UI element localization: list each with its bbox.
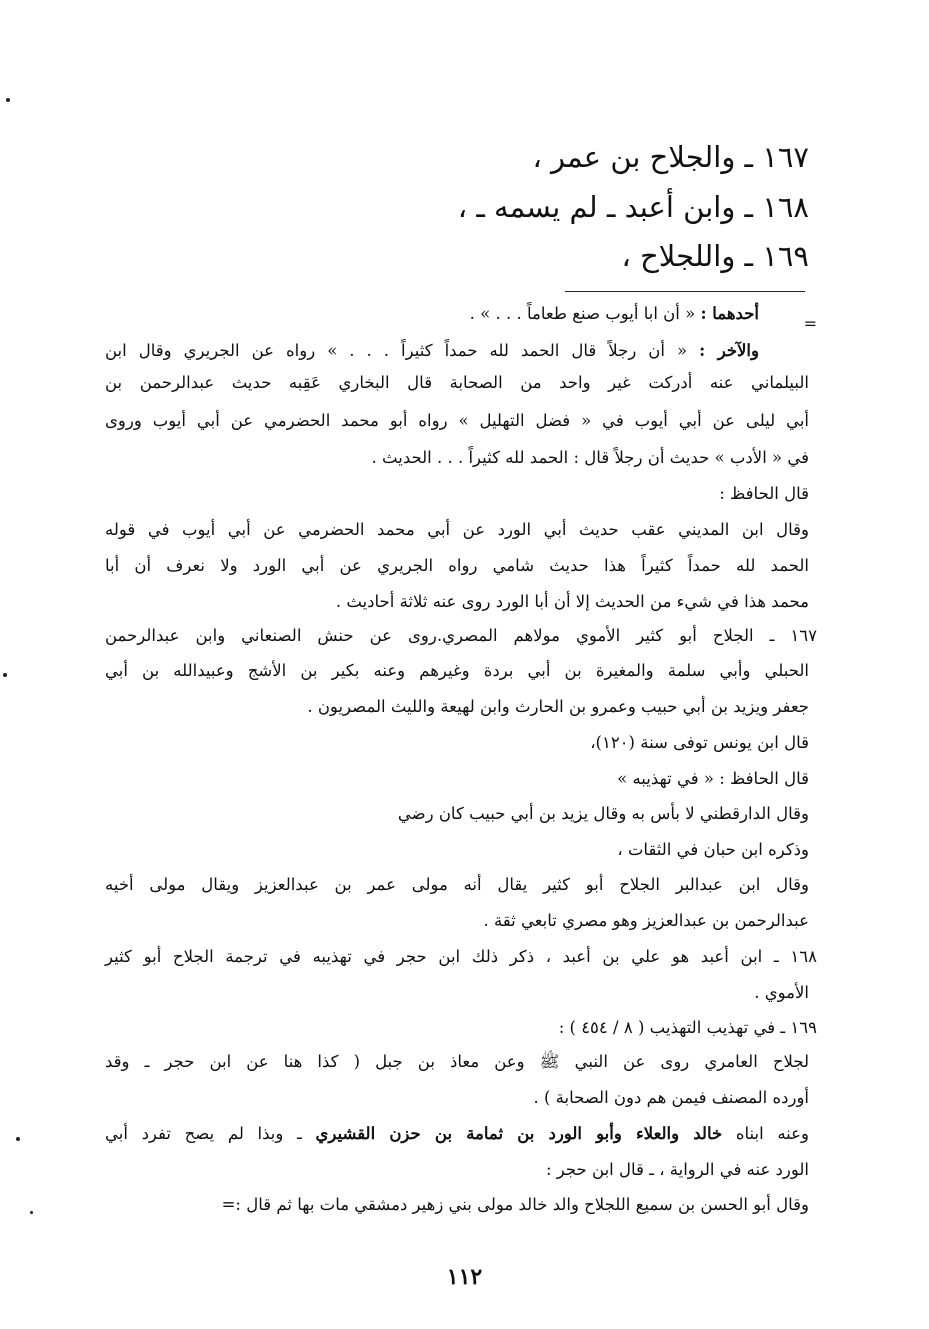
note-169-line: لجلاح العامري روى عن النبي ﷺ وعن معاذ بن جبل ( كذا هنا عن ابن حجر ـ وقد [105, 1052, 809, 1071]
scan-speck [16, 1137, 20, 1141]
footnote-divider [565, 291, 805, 292]
footnote-first [470, 306, 759, 323]
scan-speck [3, 673, 7, 677]
first-text: « أن ابا أيوب صنع طعاماً . . . » . [469, 304, 701, 323]
footnote-line: أبي ليلى عن أبي أيوب في « فضل التهليل » رواه أبو محمد الحضرمي عن أبي أيوب وروى [105, 411, 809, 430]
note-169-post: ـ وبذا لم يصح تفرد أبي [105, 1124, 316, 1143]
scan-speck [6, 98, 10, 102]
heading-169: ١٦٩ ـ واللجلاح ، [621, 239, 809, 273]
second-text: « أن رجلاً قال الحمد لله حمداً كثيراً . . . » رواه عن الجريري وقال ابن [105, 341, 700, 360]
note-169-line [105, 1126, 809, 1143]
heading-167: ١٦٧ ـ والجلاح بن عمر ، [532, 140, 809, 174]
scan-speck [30, 1211, 33, 1214]
footnote-line: الحمد لله حمداً كثيراً هذا حديث شامي رواه الجريري عن أبي الورد ولا نعرف أن أبا [105, 556, 809, 575]
note-168-line: ١٦٨ ـ ابن أعبد هو علي بن أعبد ، ذكر ذلك ابن حجر في تهذيبه في ترجمة الجلاح أبو كثير [105, 947, 817, 966]
note-167-line: جعفر ويزيد بن أبي حبيب وعمرو بن الحارث وابن لهيعة والليث المصريون . [307, 697, 809, 716]
note-167-line: عبدالرحمن بن عبدالعزيز وهو مصري تابعي ثقة . [483, 911, 809, 930]
footnote-line: محمد هذا في شيء من الحديث إلا أن أبا الورد روى عنه ثلاثة أحاديث . [335, 592, 809, 611]
note-167-line: وقال ابن عبدالبر الجلاح أبو كثير يقال أنه مولى عمر بن عبدالعزيز ويقال مولى أخيه [105, 875, 809, 894]
note-167-line: الحبلي وأبي سلمة والمغيرة بن أبي بردة وغيرهم وعنه بكير بن الأشج وعبيدالله بن أبي [105, 661, 809, 680]
hafiz-label: قال الحافظ : [719, 484, 809, 503]
note-169-pre: وعنه ابناه [722, 1124, 809, 1143]
footnote-line: البيلماني عنه أدركت غير واحد من الصحابة قال البخاري عَقِبه حديث عبدالرحمن بن [105, 373, 809, 392]
note-167-line: وقال الدارقطني لا بأس به وقال يزيد بن أبي حبيب كان رضي [397, 804, 809, 823]
note-169-line: أورده المصنف فيمن هم دون الصحابة ) . [533, 1088, 809, 1107]
note-167-line: قال الحافظ : « في تهذيبه » [617, 769, 809, 788]
label-first: أحدهما : [700, 304, 759, 323]
note-167-line: وذكره ابن حبان في الثقات ، [617, 840, 809, 859]
note-167-line: قال ابن يونس توفى سنة (١٢٠)، [590, 733, 809, 752]
note-169-bold: خالد والعلاء وأبو الورد بن ثمامة بن حزن القشيري [315, 1124, 723, 1143]
note-169-line: الورد عنه في الرواية ، ـ قال ابن حجر : [546, 1160, 809, 1179]
footnote-second [105, 343, 759, 360]
note-167-line: ١٦٧ ـ الجلاح أبو كثير الأموي مولاهم المصري.روى عن حنش الصنعاني وابن عبدالرحمن [105, 626, 817, 645]
footnote-line: في « الأدب » حديث أن رجلاً قال : الحمد لله كثيراً . . . الحديث . [371, 448, 809, 467]
label-second: والآخر : [699, 341, 759, 360]
page-number: ١١٢ [446, 1264, 483, 1290]
note-169-line: وقال أبو الحسن بن سميع اللجلاح والد خالد مولى بني زهير دمشقي مات بها ثم قال := [221, 1195, 809, 1214]
note-169-head: ١٦٩ ـ في تهذيب التهذيب ( ٨ / ٤٥٤ ) : [558, 1018, 817, 1037]
footnote-line: وقال ابن المديني عقب حديث أبي الورد عن أبي محمد الحضرمي عن أبي أيوب في قوله [105, 520, 809, 539]
heading-168: ١٦٨ ـ وابن أعبد ـ لم يسمه ـ ، [457, 190, 809, 224]
note-168-line: الأموي . [754, 983, 809, 1002]
continuation-marker: = [803, 314, 817, 333]
